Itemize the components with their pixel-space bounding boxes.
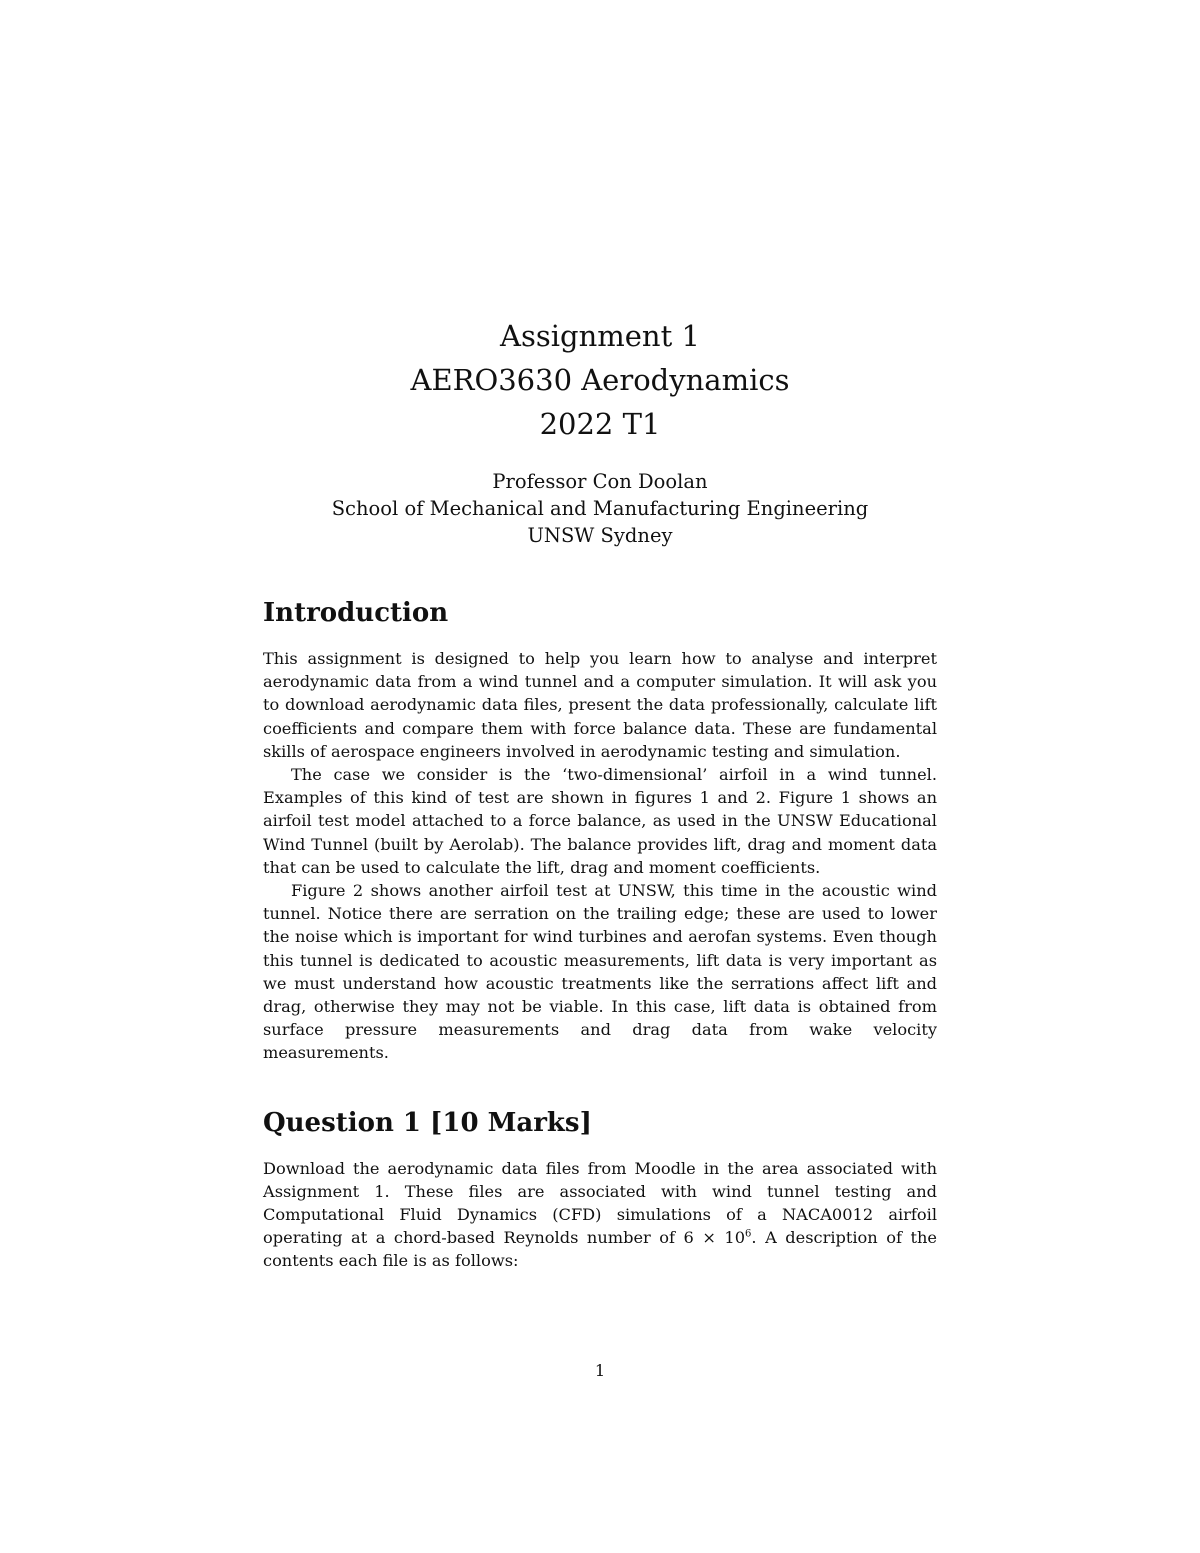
assignment-title: Assignment 1 [500, 319, 700, 353]
author-school: School of Mechanical and Manufacturing Engineering [331, 497, 869, 520]
author-university: UNSW Sydney [527, 524, 673, 547]
introduction-paragraph-3: Figure 2 shows another airfoil test at UNSW, this time in the acoustic wind tunnel. Notice there are serration on the trailing edge; these are used to lower the noise which is important for wind turbines and aerofan systems. Even though this tunnel is dedicated to acoustic measurements, lift data is very important as we must understand how acoustic treatments like the serrations affect lift and drag, otherwise they may not be viable. In this case, lift data is obtained from surface pressure measurements and drag data from wake velocity measurements. [263, 881, 937, 1063]
introduction-paragraph-1: This assignment is designed to help you learn how to analyse and interpret aerodynamic data from a wind tunnel and a computer simulation. It will ask you to download aerodynamic data files, present the data professionally, calculate lift coefficients and compare them with force balance data. These are fundamental skills of aerospace engineers involved in aerodynamic testing and simulation. [263, 649, 937, 761]
main-content [263, 595, 937, 1273]
introduction-heading: Introduction [263, 598, 449, 628]
page-number: 1 [594, 1361, 606, 1380]
question-1-paragraph [263, 1157, 937, 1273]
introduction-paragraph-2: The case we consider is the ‘two-dimensional’ airfoil in a wind tunnel. Examples of this kind of test are shown in figures 1 and 2. Figure 1 shows an airfoil test model attached to a force balance, as used in the UNSW Educational Wind Tunnel (built by Aerolab). The balance provides lift, drag and moment data that can be used to calculate the lift, drag and moment coefficients. [263, 765, 937, 877]
author-name: Professor Con Doolan [492, 470, 708, 493]
author-block [0, 468, 1200, 549]
question-1-heading: Question 1 [10 Marks] [263, 1107, 592, 1138]
term-title: 2022 T1 [539, 407, 661, 441]
course-title: AERO3630 Aerodynamics [410, 363, 790, 397]
question-1-text-after: . A description of the contents each file is as follows: [263, 1228, 937, 1271]
question-1-text-before: Download the aerodynamic data files from Moodle in the area associated with Assignment 1. These files are associated with wind tunnel testing and Computational Fluid Dynamics (CFD) simulations of a NACA0012 airfoil operating at a chord-based Reynolds number of 6 × 10 [263, 1158, 937, 1248]
reynolds-exponent: 6 [745, 1228, 752, 1240]
title-block [0, 314, 1200, 446]
